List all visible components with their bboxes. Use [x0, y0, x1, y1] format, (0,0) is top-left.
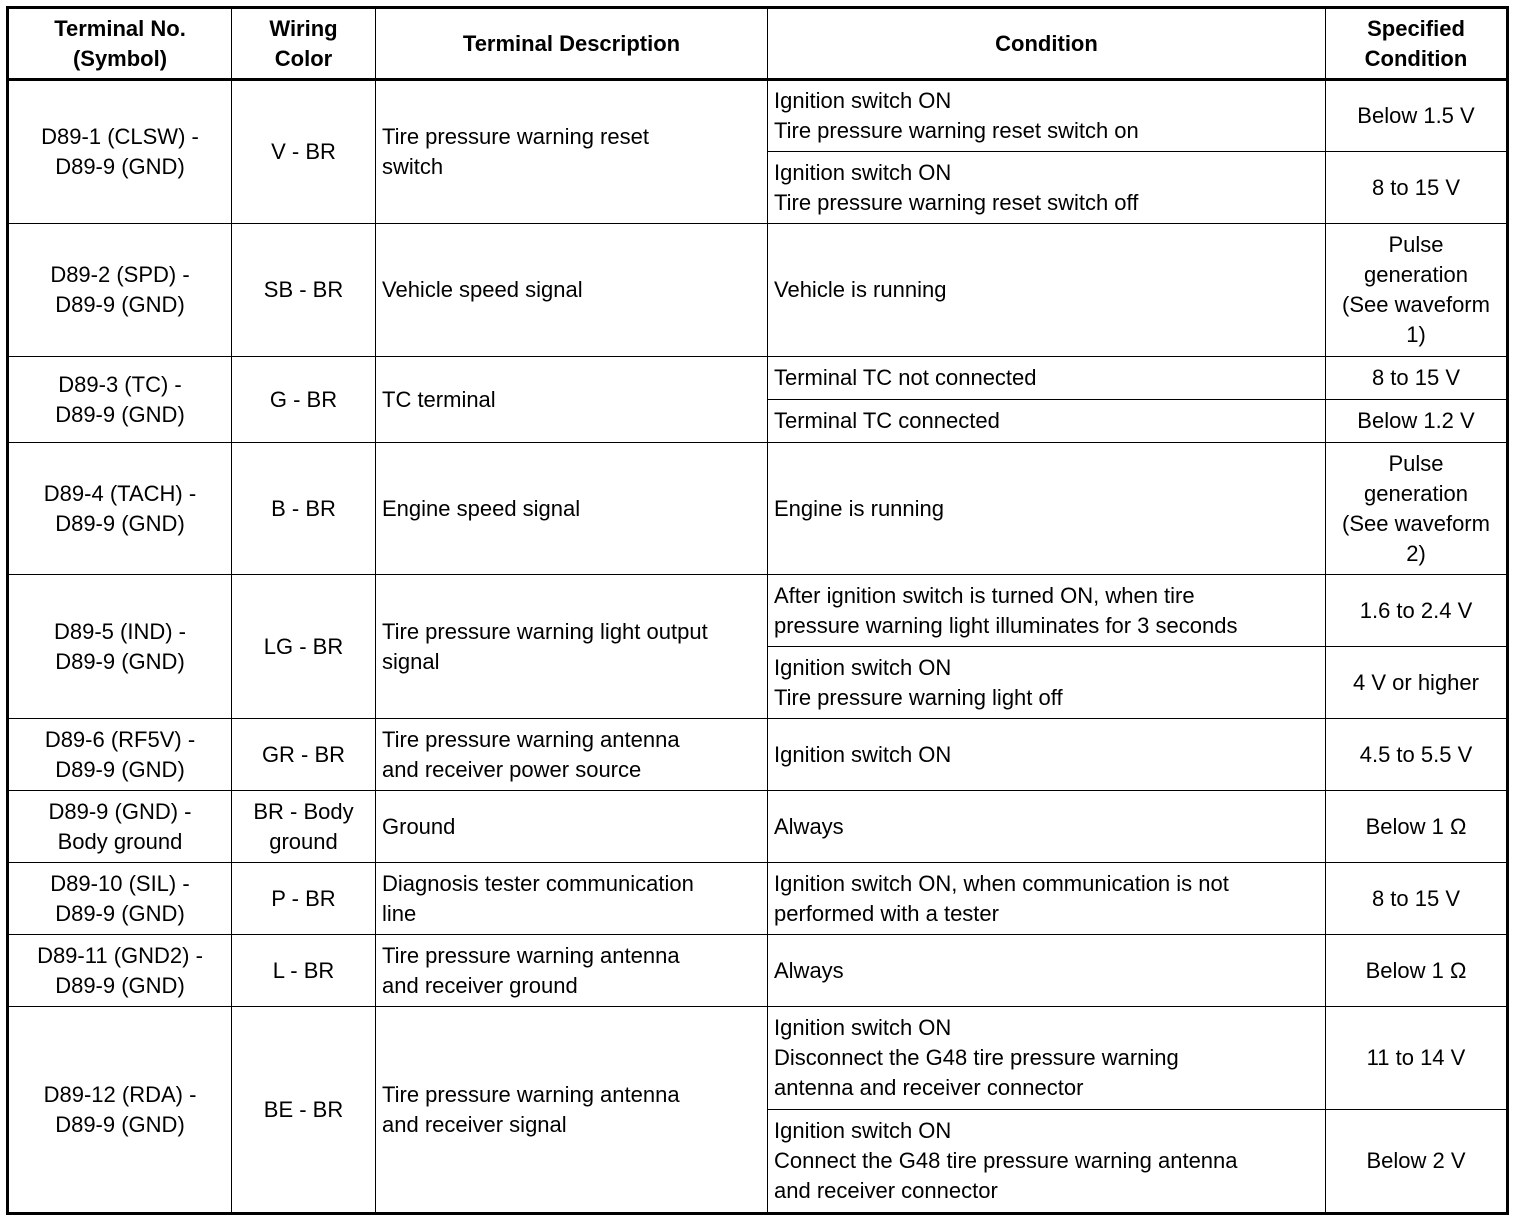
specified-condition-cell: 4 V or higher [1326, 647, 1508, 719]
specified-condition-cell: 11 to 14 V [1326, 1007, 1508, 1110]
wiring-color-cell: L - BR [232, 935, 376, 1007]
condition-cell: Always [768, 791, 1326, 863]
condition-cell: Ignition switch ON Disconnect the G48 tire pressure warning antenna and receiver connector [768, 1007, 1326, 1110]
terminal-description-cell: Vehicle speed signal [376, 224, 768, 357]
terminal-cell: D89-11 (GND2) - D89-9 (GND) [8, 935, 232, 1007]
table-row [8, 935, 1508, 1007]
terminal-description-cell: Tire pressure warning antenna and receiver power source [376, 719, 768, 791]
wiring-color-cell: GR - BR [232, 719, 376, 791]
wiring-color-cell: B - BR [232, 443, 376, 575]
condition-cell: Ignition switch ON [768, 719, 1326, 791]
terminal-description-cell: TC terminal [376, 357, 768, 443]
condition-cell: Always [768, 935, 1326, 1007]
terminal-cell: D89-1 (CLSW) - D89-9 (GND) [8, 80, 232, 224]
condition-cell: Vehicle is running [768, 224, 1326, 357]
terminal-description-cell: Ground [376, 791, 768, 863]
table-row [8, 1007, 1508, 1110]
condition-cell: Ignition switch ON, when communication is not performed with a tester [768, 863, 1326, 935]
condition-cell: After ignition switch is turned ON, when tire pressure warning light illuminates for 3 seconds [768, 575, 1326, 647]
specified-condition-cell: 4.5 to 5.5 V [1326, 719, 1508, 791]
specified-condition-cell: Below 1 Ω [1326, 791, 1508, 863]
terminal-cell: D89-12 (RDA) - D89-9 (GND) [8, 1007, 232, 1214]
specified-condition-cell: Below 1.2 V [1326, 400, 1508, 443]
table-row [8, 80, 1508, 152]
table-row [8, 791, 1508, 863]
condition-cell: Terminal TC connected [768, 400, 1326, 443]
wiring-color-cell: BR - Body ground [232, 791, 376, 863]
terminal-description-cell: Engine speed signal [376, 443, 768, 575]
specified-condition-cell: 8 to 15 V [1326, 152, 1508, 224]
specified-condition-cell: Pulse generation (See waveform 1) [1326, 224, 1508, 357]
terminal-description-cell: Tire pressure warning reset switch [376, 80, 768, 224]
terminal-cell: D89-3 (TC) - D89-9 (GND) [8, 357, 232, 443]
table-row [8, 863, 1508, 935]
wiring-color-cell: G - BR [232, 357, 376, 443]
wiring-color-cell: P - BR [232, 863, 376, 935]
header-wiring-color: Wiring Color [232, 8, 376, 80]
terminal-description-cell: Diagnosis tester communication line [376, 863, 768, 935]
condition-cell: Engine is running [768, 443, 1326, 575]
specified-condition-cell: 8 to 15 V [1326, 357, 1508, 400]
header-row [8, 8, 1508, 80]
terminal-description-cell: Tire pressure warning antenna and receiver ground [376, 935, 768, 1007]
terminal-cell: D89-9 (GND) - Body ground [8, 791, 232, 863]
condition-cell: Ignition switch ON Tire pressure warning reset switch off [768, 152, 1326, 224]
specified-condition-cell: Below 1 Ω [1326, 935, 1508, 1007]
specified-condition-cell: Below 1.5 V [1326, 80, 1508, 152]
condition-cell: Ignition switch ON Connect the G48 tire pressure warning antenna and receiver connector [768, 1110, 1326, 1214]
specified-condition-cell: 8 to 15 V [1326, 863, 1508, 935]
terminal-description-cell: Tire pressure warning antenna and receiver signal [376, 1007, 768, 1214]
header-terminal: Terminal No. (Symbol) [8, 8, 232, 80]
terminal-cell: D89-6 (RF5V) - D89-9 (GND) [8, 719, 232, 791]
specified-condition-cell: Pulse generation (See waveform 2) [1326, 443, 1508, 575]
table-row [8, 224, 1508, 357]
terminal-cell: D89-10 (SIL) - D89-9 (GND) [8, 863, 232, 935]
specified-condition-cell: Below 2 V [1326, 1110, 1508, 1214]
specified-condition-cell: 1.6 to 2.4 V [1326, 575, 1508, 647]
terminal-description-cell: Tire pressure warning light output signal [376, 575, 768, 719]
table-row [8, 357, 1508, 400]
wiring-color-cell: BE - BR [232, 1007, 376, 1214]
table-row [8, 443, 1508, 575]
terminal-cell: D89-4 (TACH) - D89-9 (GND) [8, 443, 232, 575]
header-condition: Condition [768, 8, 1326, 80]
wiring-color-cell: V - BR [232, 80, 376, 224]
table-row [8, 575, 1508, 647]
condition-cell: Ignition switch ON Tire pressure warning reset switch on [768, 80, 1326, 152]
terminal-cell: D89-5 (IND) - D89-9 (GND) [8, 575, 232, 719]
terminal-spec-table [6, 6, 1509, 1215]
table-row [8, 719, 1508, 791]
wiring-color-cell: LG - BR [232, 575, 376, 719]
wiring-color-cell: SB - BR [232, 224, 376, 357]
condition-cell: Terminal TC not connected [768, 357, 1326, 400]
header-terminal-description: Terminal Description [376, 8, 768, 80]
condition-cell: Ignition switch ON Tire pressure warning light off [768, 647, 1326, 719]
header-specified-condition: Specified Condition [1326, 8, 1508, 80]
terminal-cell: D89-2 (SPD) - D89-9 (GND) [8, 224, 232, 357]
